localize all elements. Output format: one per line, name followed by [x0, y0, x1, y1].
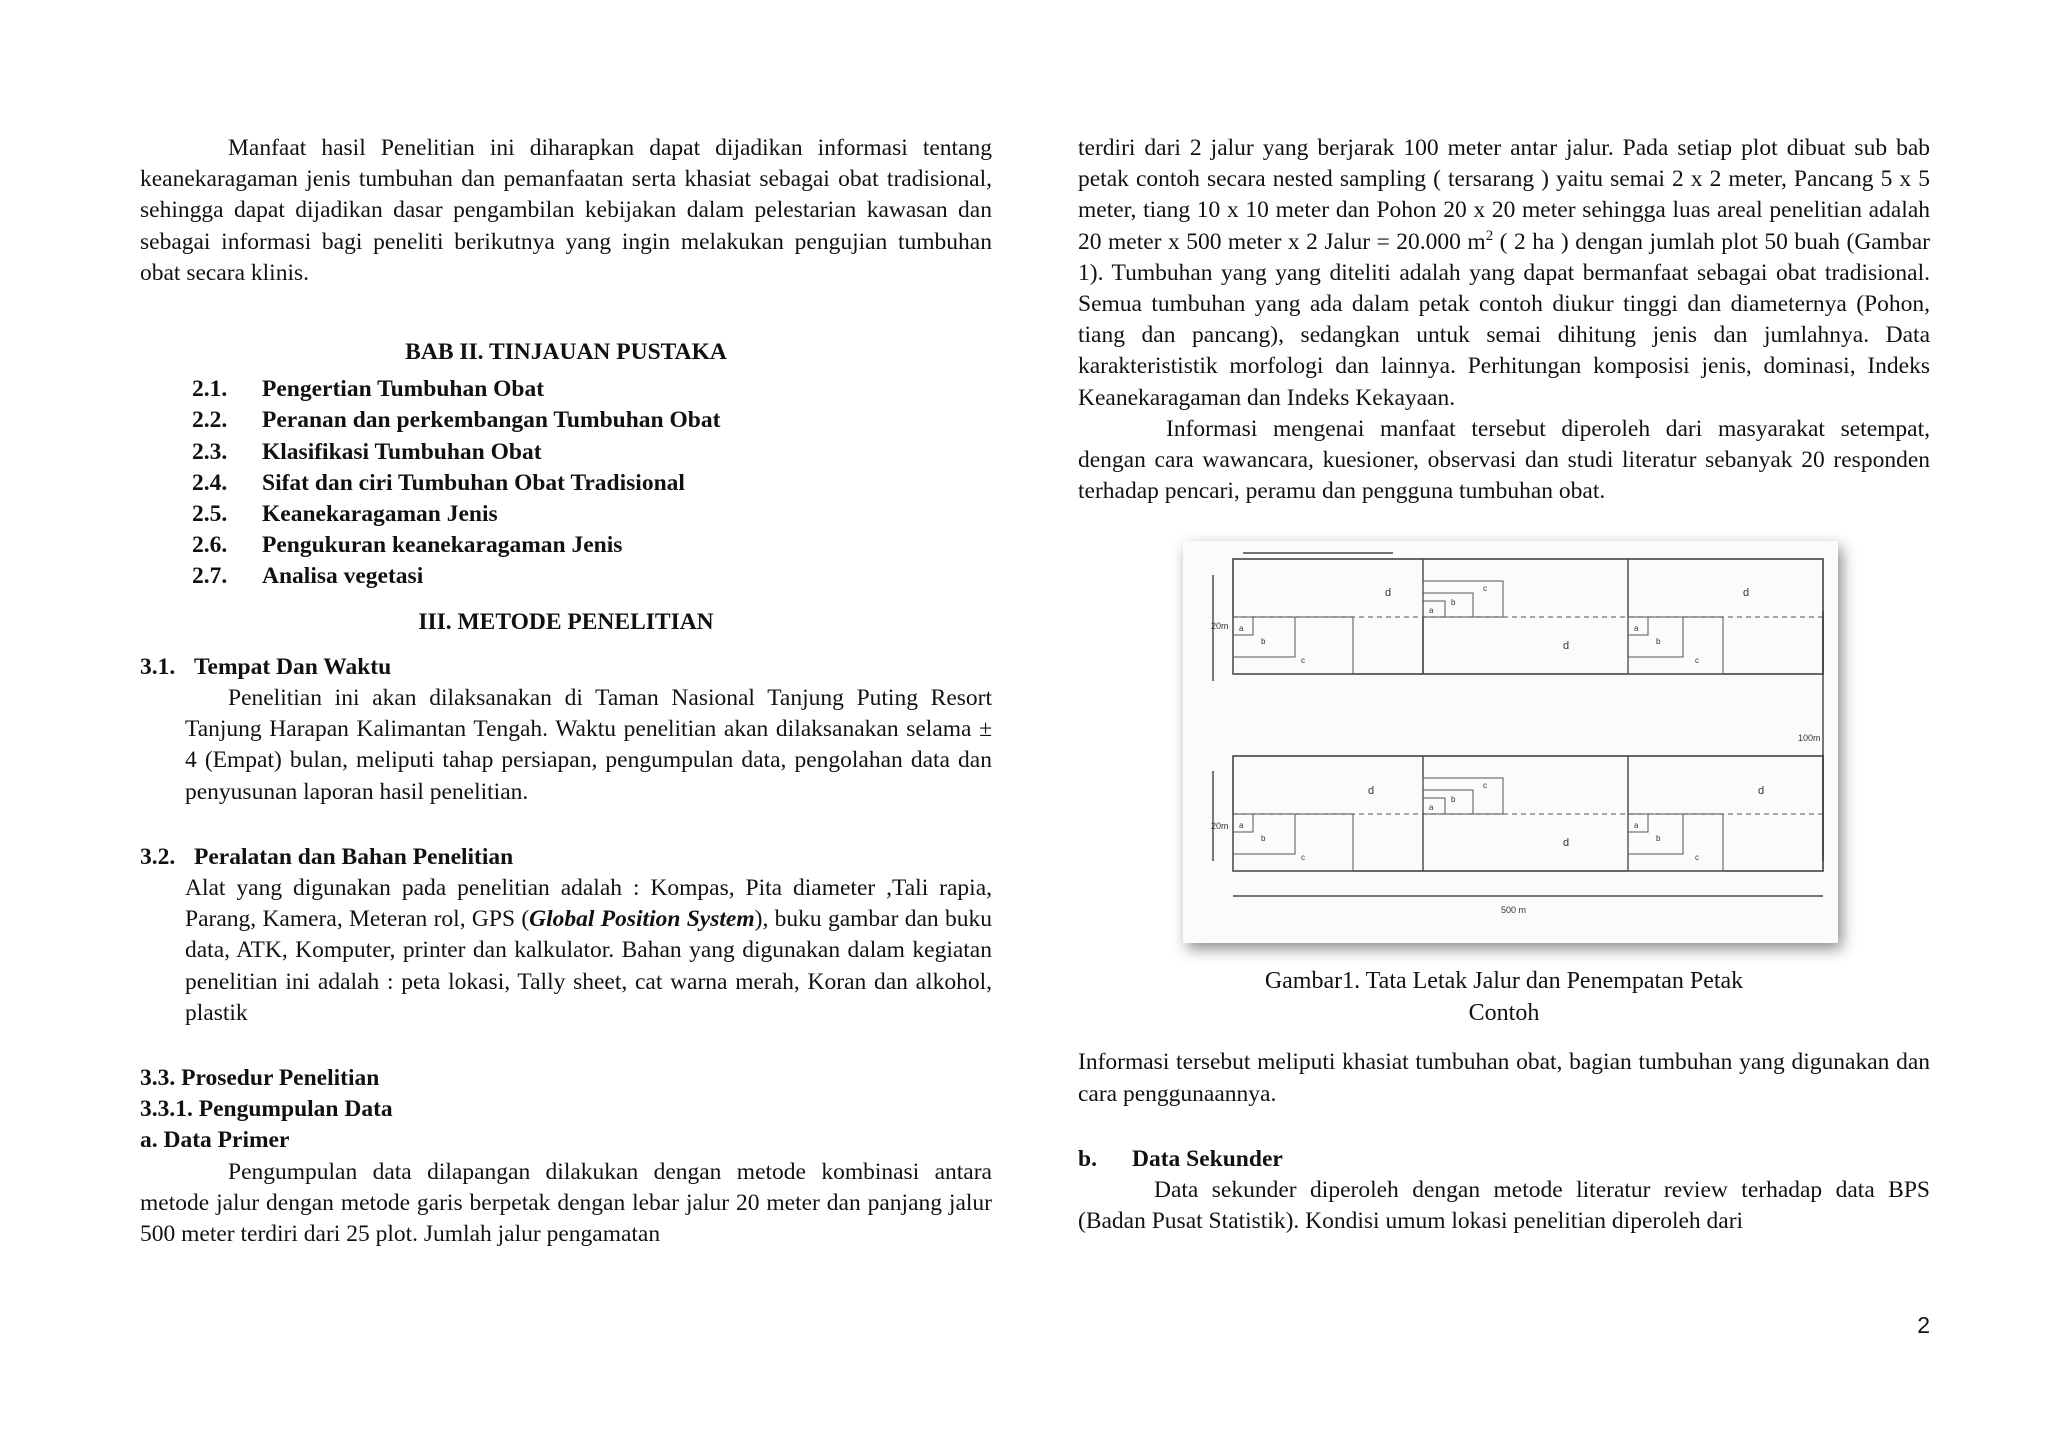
intro-paragraph: Manfaat hasil Penelitian ini diharapkan dapat dijadikan informasi tentang keanekaragaman jenis tumbuhan dan pemanfaatan serta khasiat sebagai obat tradisional, sehingga dapat dijadikan dasar pengambilan kebijakan dalam pelestarian kawasan dan sebagai informasi bagi peneliti berikutnya yang ingin melakukan pengujian tumbuhan obat secara klinis. [140, 135, 992, 286]
info-paragraph: Informasi tersebut meliputi khasiat tumbuhan obat, bagian tumbuhan yang digunakan dan cara penggunaannya. [1078, 1049, 1930, 1107]
plot-d-label: d [1563, 640, 1570, 653]
toc-item: 2.6. Pengukuran keanekaragaman Jenis [192, 532, 623, 559]
left-column [140, 133, 992, 1250]
page-number: 2 [1917, 1312, 1930, 1338]
length-label: 500 m [1501, 905, 1527, 916]
plot-b-label: b [1261, 637, 1266, 647]
data-sekunder-heading: b. Data Sekunder [1078, 1145, 1283, 1172]
distance-label: 100m [1798, 733, 1821, 744]
plot-b-label: b [1656, 834, 1661, 844]
chapter-3-title: III. METODE PENELITIAN [418, 608, 714, 635]
gps-term: Global Position System [529, 906, 755, 933]
toc-item: 2.7. Analisa vegetasi [192, 563, 424, 590]
toc-item: 2.4. Sifat dan ciri Tumbuhan Obat Tradisional [192, 469, 685, 496]
section-3-1-heading: 3.1. Tempat Dan Waktu [140, 653, 392, 680]
plot-d-label: d [1743, 587, 1750, 600]
data-primer-heading: a. Data Primer [140, 1127, 290, 1154]
section-3-2-heading: 3.2. Peralatan dan Bahan Penelitian [140, 843, 514, 870]
plot-c-label: c [1301, 853, 1305, 863]
plot-d-label: d [1563, 837, 1570, 850]
plot-b-label: b [1261, 834, 1266, 844]
right-column [1078, 133, 1930, 1237]
plot-b-label: b [1451, 598, 1456, 608]
toc-item: 2.2. Peranan dan perkembangan Tumbuhan Obat [192, 407, 721, 434]
plot-a-label: a [1239, 624, 1244, 634]
width-label: 20m [1211, 621, 1229, 632]
plot-a-label: a [1634, 624, 1639, 634]
plot-d-label: d [1758, 785, 1765, 798]
plot-c-label: c [1483, 781, 1487, 791]
section-3-3-heading: 3.3. Prosedur Penelitian [140, 1065, 380, 1092]
section-3-2-text: Alat yang digunakan pada penelitian adalah : Kompas, Pita diameter ,Tali rapia, Parang, Kamera, Meteran rol, GPS (Global Position System), buku gambar dan buku data, ATK, Komputer, printer dan kalkulator. Bahan yang digunakan dalam kegiatan penelitian ini adalah : peta lokasi, Tally sheet, cat warna merah, Koran dan alkohol, plastik [185, 875, 992, 1026]
toc-item: 2.1. Pengertian Tumbuhan Obat [192, 376, 545, 403]
plot-a-label: a [1239, 821, 1244, 831]
plot-layout-figure [1183, 541, 1838, 943]
plot-d-label: d [1368, 785, 1375, 798]
section-3-3-1-heading: 3.3.1. Pengumpulan Data [140, 1096, 393, 1123]
toc-item: 2.5. Keanekaragaman Jenis [192, 501, 498, 528]
figure-caption: Gambar1. Tata Letak Jalur dan Penempatan Petak Contoh [1264, 968, 1744, 1027]
plot-layout-diagram [1183, 541, 1838, 943]
information-paragraph: Informasi mengenai manfaat tersebut diperoleh dari masyarakat setempat, dengan cara wawancara, kuesioner, observasi dan studi literatur sebanyak 20 responden terhadap pencari, peramu dan pengguna tumbuhan obat. [1078, 415, 1930, 505]
chapter-2-title: BAB II. TINJAUAN PUSTAKA [405, 339, 727, 366]
plot-c-label: c [1301, 656, 1305, 666]
plot-b-label: b [1656, 637, 1661, 647]
data-primer-text: Pengumpulan data dilapangan dilakukan dengan metode kombinasi antara metode jalur dengan metode garis berpetak dengan lebar jalur 20 meter dan panjang jalur 500 meter terdiri dari 25 plot. Jumlah jalur pengamatan [140, 1158, 992, 1248]
data-sekunder-text: Data sekunder diperoleh dengan metode literatur review terhadap data BPS (Badan Pusat Statistik). Kondisi umum lokasi penelitian diperoleh dari [1078, 1177, 1930, 1235]
nested-plot [1233, 581, 1723, 674]
toc-item: 2.3. Klasifikasi Tumbuhan Obat [192, 438, 542, 465]
plot-a-label: a [1429, 606, 1434, 616]
plot-a-label: a [1429, 803, 1434, 813]
section-3-1-text: Penelitian ini akan dilaksanakan di Taman Nasional Tanjung Puting Resort Tanjung Harapan Kalimantan Tengah. Waktu penelitian akan dilaksanakan selama ± 4 (Empat) bulan, meliputi tahap persiapan, pengumpulan data, pengolahan data dan penyusunan laporan hasil penelitian. [185, 685, 992, 805]
width-label: 20m [1211, 821, 1229, 832]
method-paragraph: terdiri dari 2 jalur yang berjarak 100 meter antar jalur. Pada setiap plot dibuat sub bab petak contoh secara nested sampling ( tersarang ) yaitu semai 2 x 2 meter, Pancang 5 x 5 meter, tiang 10 x 10 meter dan Pohon 20 x 20 meter sehingga luas areal penelitian adalah 20 meter x 500 meter x 2 Jalur = 20.000 $m^2$ ( 2 ha ) dengan jumlah plot 50 buah (Gambar 1). Tumbuhan yang yang diteliti adalah yang dapat bermanfaat sebagai obat tradisional. Semua tumbuhan yang ada dalam petak contoh diukur tinggi dan diameternya (Pohon, tiang dan pancang), sedangkan untuk semai dihitung jenis dan jumlahnya. Data karakterististik morfologi dan lainnya. Perhitungan komposisi jenis, dominasi, Indeks Keanekaragaman dan Indeks Kekayaan. [1078, 135, 1931, 411]
plot-b-label: b [1451, 795, 1456, 805]
chapter-2-toc [140, 374, 992, 592]
plot-a-label: a [1634, 821, 1639, 831]
plot-d-label: d [1385, 587, 1392, 600]
nested-plot [1233, 778, 1723, 871]
plot-c-label: c [1695, 656, 1699, 666]
plot-c-label: c [1483, 584, 1487, 594]
plot-c-label: c [1695, 853, 1699, 863]
